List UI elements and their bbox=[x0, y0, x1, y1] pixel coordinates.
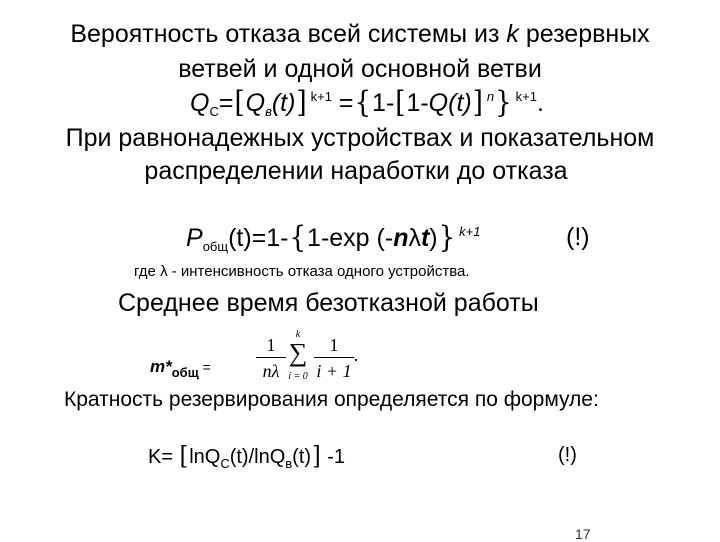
heading-line-1 bbox=[0, 20, 720, 49]
page-number: 17 bbox=[575, 526, 591, 542]
formula-m-total bbox=[150, 357, 211, 380]
sub-total: общ bbox=[171, 365, 199, 380]
heading-text-tail: резервных bbox=[518, 20, 650, 48]
ln-qc: lnQ bbox=[189, 446, 221, 468]
heading-text: Вероятность отказа всей системы из bbox=[70, 20, 507, 48]
dot: . bbox=[536, 89, 544, 117]
heading-var-k: k bbox=[506, 20, 519, 48]
mean-time-title: Среднее время безотказной работы bbox=[118, 289, 539, 317]
bracket-close: ] bbox=[312, 442, 321, 471]
mark-important-1: (!) bbox=[566, 223, 590, 251]
sub-total: общ bbox=[202, 239, 229, 254]
k-equals: K= bbox=[148, 446, 174, 468]
equals-2: = bbox=[331, 89, 354, 117]
brace-close: } bbox=[438, 220, 456, 256]
var-m: m* bbox=[150, 357, 172, 376]
brace-close: } bbox=[495, 85, 512, 121]
note-prefix: где bbox=[134, 263, 161, 280]
frac2-den: i + 1 bbox=[316, 361, 352, 381]
var-t: t bbox=[420, 224, 430, 252]
one-minus: 1- bbox=[372, 89, 395, 117]
sub-b: в bbox=[285, 456, 293, 471]
power-k1: k+1 bbox=[310, 89, 332, 104]
mark-important-2: (!) bbox=[558, 444, 577, 466]
arg-t: (t) bbox=[292, 446, 312, 468]
var-n: n bbox=[393, 224, 409, 252]
frac1-num: 1 bbox=[266, 335, 276, 355]
bracket-open-2: [ bbox=[395, 85, 406, 121]
brace-open: { bbox=[289, 220, 307, 256]
one-minus-2: 1- bbox=[406, 89, 429, 117]
sub-c: С bbox=[209, 104, 219, 119]
paragraph-line-2: распределении наработки до отказа bbox=[144, 157, 568, 185]
formula-p-total bbox=[186, 220, 481, 256]
var-qb: Q bbox=[245, 89, 266, 117]
frac2-num: 1 bbox=[329, 335, 339, 355]
var-qt: Q(t) bbox=[428, 89, 472, 117]
formula-qc bbox=[190, 85, 544, 121]
heading-line-2: ветвей и одной основной ветви bbox=[178, 55, 542, 83]
sub-c: С bbox=[220, 456, 230, 471]
multiplicity-text: Кратность резервирования определяется по формуле: bbox=[64, 388, 599, 411]
sum-symbol: ∑ bbox=[288, 338, 308, 367]
note-text: - интенсивность отказа одного устройства. bbox=[167, 263, 470, 280]
var-p: P bbox=[186, 224, 203, 252]
brace-open: { bbox=[354, 85, 372, 121]
paragraph-line-1: При равнонадежных устройствах и показательном bbox=[65, 124, 655, 152]
p-left: (t)=1- bbox=[228, 224, 289, 252]
equals: = bbox=[218, 89, 234, 117]
lambda-note bbox=[134, 263, 470, 280]
bracket-open: [ bbox=[179, 442, 189, 471]
bracket-close: ] bbox=[296, 85, 307, 121]
frac1-den: nλ bbox=[262, 361, 280, 381]
bracket-close-2: ] bbox=[472, 85, 483, 121]
frac2-bar bbox=[314, 357, 354, 358]
paren-close: ) bbox=[429, 224, 438, 252]
sum-bottom: i = 0 bbox=[288, 371, 308, 382]
note-lambda: λ bbox=[160, 263, 168, 280]
sum-top: k bbox=[295, 329, 301, 340]
bracket-open: [ bbox=[234, 85, 245, 121]
ln-qb: (t)/lnQ bbox=[229, 446, 286, 468]
power-n: n bbox=[486, 89, 495, 104]
power-k1: k+1 bbox=[459, 224, 481, 239]
sub-b: в bbox=[265, 104, 272, 119]
arg-t: (t) bbox=[271, 89, 296, 117]
exp-part: 1-exp (- bbox=[307, 224, 394, 252]
var-q: Q bbox=[190, 89, 210, 117]
power-k1-2: k+1 bbox=[515, 89, 537, 104]
equals: = bbox=[198, 359, 211, 375]
frac1-bar bbox=[256, 357, 286, 358]
lambda-symbol: λ bbox=[408, 224, 421, 252]
formula-dot: . bbox=[353, 345, 359, 365]
formula-k bbox=[148, 444, 345, 471]
minus-one: -1 bbox=[321, 446, 345, 468]
